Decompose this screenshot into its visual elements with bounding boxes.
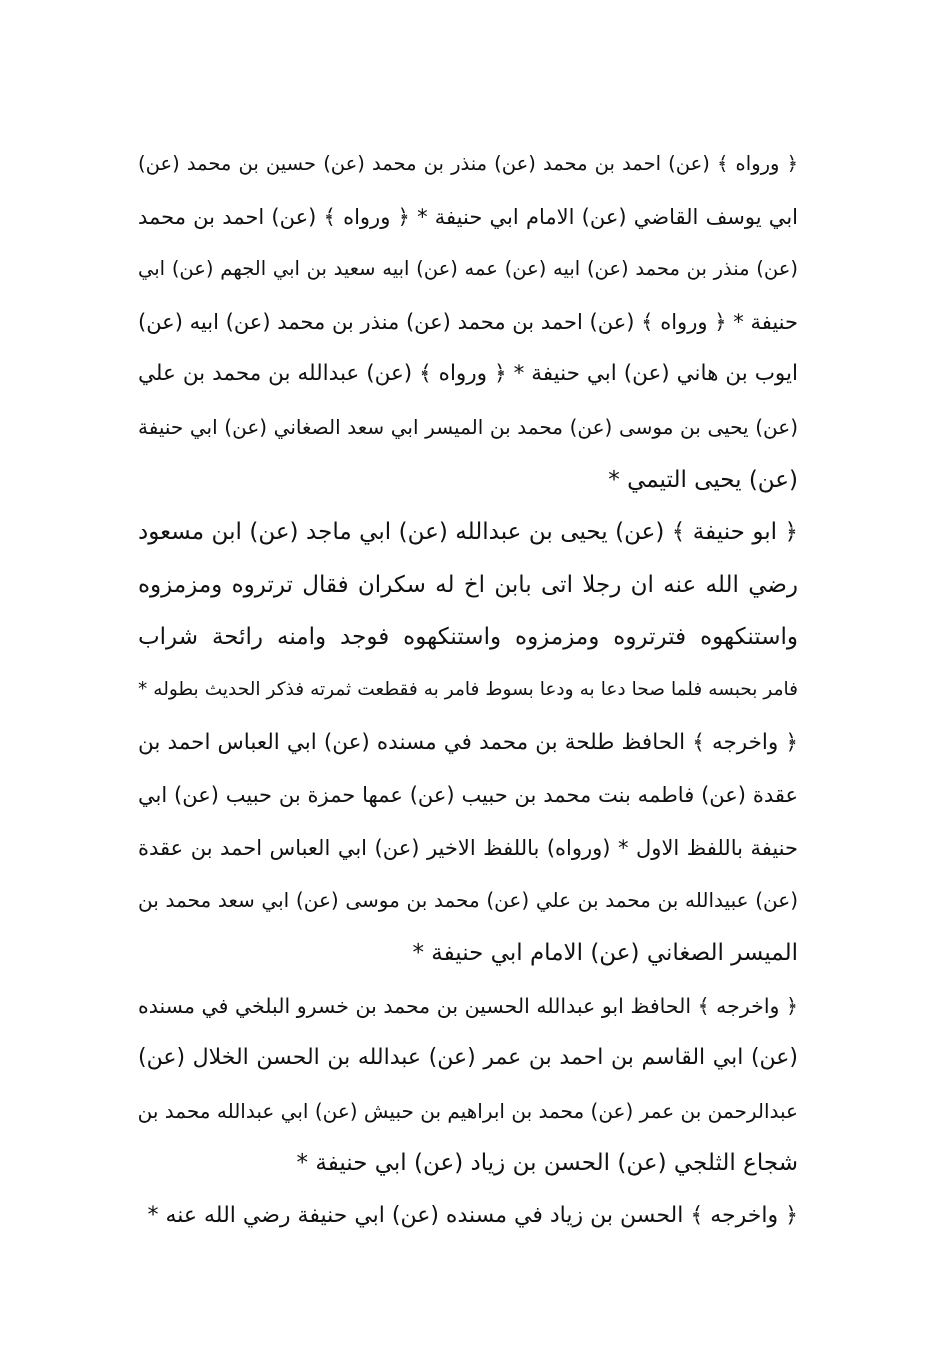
text-line: ابي يوسف القاضي (عن) الامام ابي حنيفة * ﴿ ورواه ﴾ (عن) احمد بن محمد (138, 204, 798, 229)
text-line: شجاع الثلجي (عن) الحسن بن زياد (عن) ابي حنيفة * (296, 1150, 798, 1177)
text-line: ﴿ واخرجه ﴾ الحافظ ابو عبدالله الحسين بن محمد بن خسرو البلخي في مسنده (138, 993, 798, 1018)
text-line: (عن) عبيدالله بن محمد بن علي (عن) محمد بن موسى (عن) ابي سعد محمد بن (138, 888, 798, 913)
text-line: رضي الله عنه ان رجلا اتى بابن اخ له سكران فقال ترتروه ومزمزوه (138, 571, 798, 598)
text-line: ﴿ واخرجه ﴾ الحافظ طلحة بن محمد في مسنده (عن) ابي العباس احمد بن (138, 729, 798, 755)
text-line: فامر بحبسه فلما صحا دعا به ودعا بسوط فامر به فقطعت ثمرته فذكر الحديث بطوله * (138, 678, 798, 700)
text-line: ايوب بن هاني (عن) ابي حنيفة * ﴿ ورواه ﴾ (عن) عبدالله بن محمد بن علي (138, 361, 798, 387)
text-line: (عن) يحيى بن موسى (عن) محمد بن الميسر ابي سعد الصغاني (عن) ابي حنيفة (138, 414, 798, 439)
text-line: حنيفة باللفظ الاول * (ورواه) باللفظ الاخير (عن) ابي العباس احمد بن عقدة (138, 835, 798, 860)
text-line: واستنكهوه فترتروه ومزمزوه واستنكهوه فوجد وامنه رائحة شراب (138, 624, 798, 651)
text-line: الميسر الصغاني (عن) الامام ابي حنيفة * (412, 939, 798, 966)
text-line: ﴿ ورواه ﴾ (عن) احمد بن محمد (عن) منذر بن محمد (عن) حسين بن محمد (عن) (138, 152, 798, 175)
text-line: (عن) منذر بن محمد (عن) ابيه (عن) عمه (عن) ابيه سعيد بن ابي الجهم (عن) ابي (138, 257, 798, 281)
text-line: (عن) يحيى التيمي * (608, 466, 798, 493)
arabic-text-block (138, 138, 798, 1242)
text-line: ﴿ واخرجه ﴾ الحسن بن زياد في مسنده (عن) ابي حنيفة رضي الله عنه * (147, 1202, 798, 1228)
text-line: ﴿ ابو حنيفة ﴾ (عن) يحيى بن عبدالله (عن) ابي ماجد (عن) ابن مسعود (138, 519, 798, 546)
text-line: حنيفة * ﴿ ورواه ﴾ (عن) احمد بن محمد (عن) منذر بن محمد (عن) ابيه (عن) (138, 309, 798, 334)
text-line: عقدة (عن) فاطمه بنت محمد بن حبيب (عن) عمها حمزة بن حبيب (عن) ابي (138, 783, 798, 808)
text-line: عبدالرحمن بن عمر (عن) محمد بن ابراهيم بن حبيش (عن) ابي عبدالله محمد بن (138, 1098, 798, 1123)
text-line: (عن) ابي القاسم بن احمد بن عمر (عن) عبدالله بن الحسن الخلال (عن) (138, 1045, 798, 1071)
